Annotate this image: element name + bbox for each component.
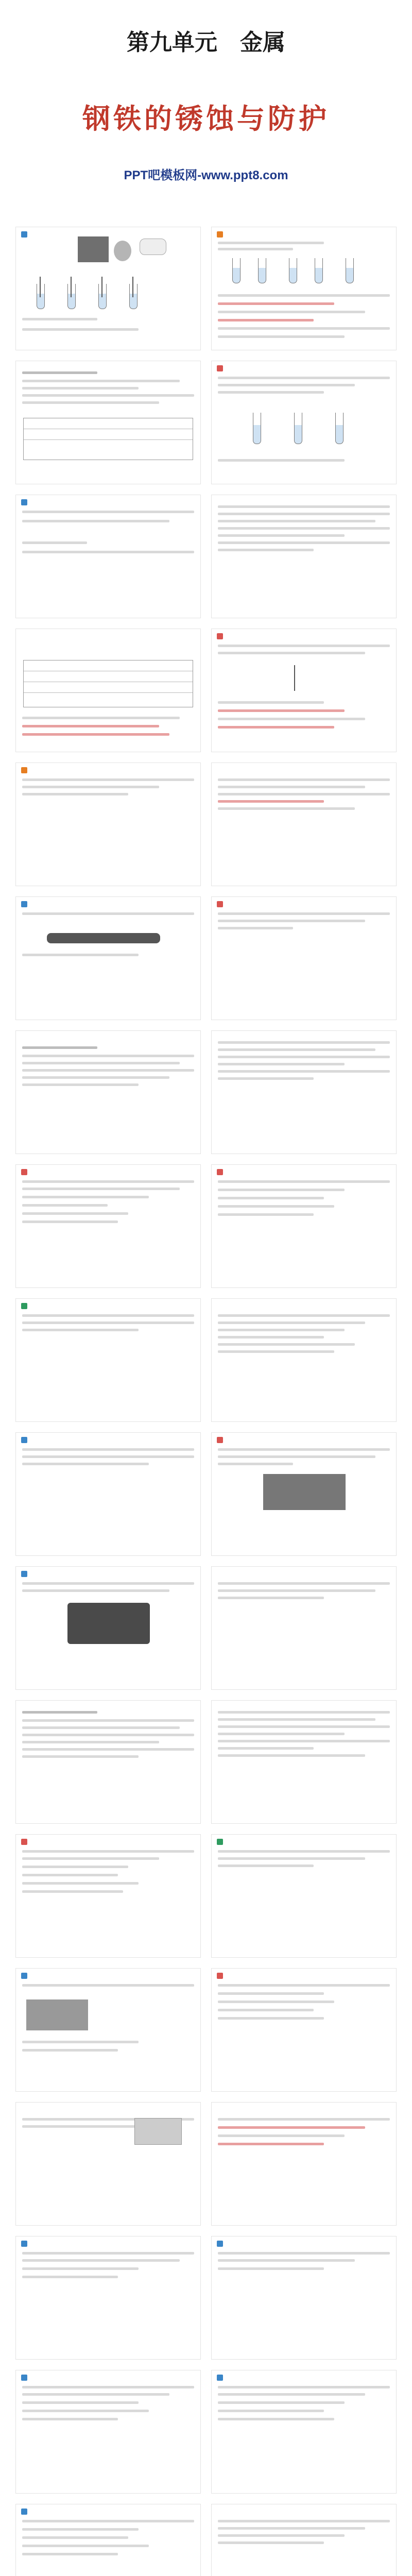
slide-thumbnail [211, 495, 397, 618]
slide-thumbnail [211, 762, 397, 886]
slide-thumbnail [15, 1700, 201, 1824]
slide-thumbnail [15, 1566, 201, 1690]
unit-title: 第九单元 金属 [127, 30, 285, 55]
slide-thumbnail [15, 2370, 201, 2494]
slide-thumbnail [15, 2102, 201, 2226]
slide-thumbnail [15, 495, 201, 618]
slide-thumbnail [211, 2504, 397, 2576]
slide-thumbnail [15, 1432, 201, 1556]
slide-thumbnail [211, 2370, 397, 2494]
slide-thumbnail [15, 2504, 201, 2576]
slide-thumbnail [15, 361, 201, 484]
slide-thumbnail [15, 2236, 201, 2360]
slide-thumbnail [211, 1566, 397, 1690]
slide-thumbnail [15, 629, 201, 752]
title-block [0, 0, 412, 196]
slide-thumbnail [211, 2102, 397, 2226]
slide-thumbnail [211, 1164, 397, 1288]
slide-thumbnail [211, 1968, 397, 2092]
slide-thumbnail [211, 1030, 397, 1154]
slide-thumbnail [211, 1700, 397, 1824]
slide-thumbnail [15, 896, 201, 1020]
slide-thumbnail [211, 1298, 397, 1422]
slide-tag [21, 231, 27, 238]
slide-thumbnail [211, 1432, 397, 1556]
site-watermark: PPT吧模板网-www.ppt8.com [124, 168, 288, 182]
slide-thumbnail [211, 361, 397, 484]
slide-thumbnail [211, 2236, 397, 2360]
slide-thumbnail [211, 896, 397, 1020]
slide-thumbnail [15, 1030, 201, 1154]
slide-thumbnail [15, 1164, 201, 1288]
slide-thumbnail [211, 629, 397, 752]
lesson-title: 钢铁的锈蚀与防护 [82, 104, 330, 134]
slide-thumbnail [211, 1834, 397, 1958]
slide-thumbnail [15, 1298, 201, 1422]
slide-thumbnail [15, 227, 201, 350]
slide-thumbnail [15, 1968, 201, 2092]
slide-thumbnail [15, 762, 201, 886]
slide-thumbnail [211, 227, 397, 350]
slide-thumbnail [15, 1834, 201, 1958]
